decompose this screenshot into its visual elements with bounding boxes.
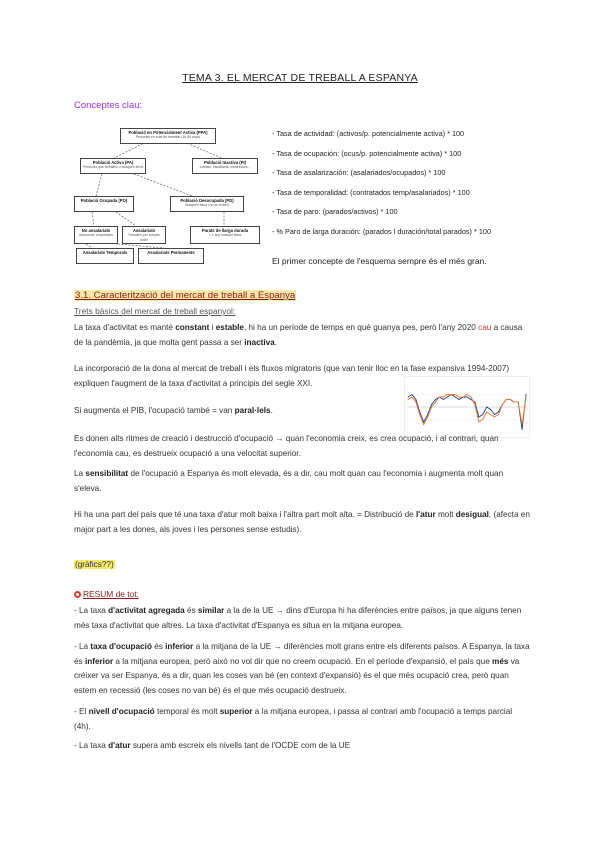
bold-text: similar	[197, 606, 225, 615]
text: - La taxa	[74, 606, 109, 615]
section-heading: 3.1. Caracterització del mercat de treball a Espanya	[75, 290, 296, 301]
chart-point-pib	[474, 402, 475, 403]
box-label: Població en Potencialment Activa (PPA)	[128, 130, 208, 135]
text: - La taxa	[74, 741, 109, 750]
chart-point-ocupació	[474, 404, 475, 405]
bold-text: paral·lels	[234, 406, 271, 415]
box-permanent-salaried	[138, 248, 204, 264]
gdp-employment-chart	[404, 376, 530, 438]
text: - La	[74, 642, 91, 651]
paragraph-pib-parallel	[74, 404, 394, 419]
chart-point-pib	[408, 397, 409, 398]
chart-point-pib	[526, 394, 527, 395]
chart-point-ocupació	[526, 397, 527, 398]
box-unemployed-population	[170, 196, 244, 212]
text: a la mitjana de la UE → diferències molt grans entre els diferents països. A Espanya, la taxa és	[74, 642, 530, 666]
text: molt	[435, 510, 456, 519]
summary-item-activity	[74, 604, 530, 633]
chart-point-ocupació	[510, 399, 511, 400]
box-sublabel: Jubilats, estudiants, mestresses...	[199, 165, 251, 169]
chart-point-ocupació	[451, 394, 452, 395]
labor-population-diagram	[74, 122, 264, 268]
box-sublabel: Busquen feina i no en troben	[185, 203, 229, 207]
text: .	[270, 406, 273, 415]
graphs-note: (gràfics??)	[75, 560, 114, 569]
text: , hi ha un període de temps en què guanya pes, però l'any 2020	[243, 323, 479, 332]
chart-point-pib	[427, 414, 428, 415]
text: a causa de la pandèmia, ja que molta gent passa a ser	[74, 323, 523, 347]
box-label: Parats de llarga durada	[201, 228, 249, 233]
box-label: Població Activa (PA)	[92, 160, 134, 165]
text: va créixer va ser Espanya, és a dir, quan les coses van bé (en context d'expansió) és el que més ocupació crea, però quan estem en recessió (les coses no van bé) és el que més ocupació destrueix.	[74, 656, 520, 695]
chart-point-ocupació	[447, 394, 448, 395]
bold-text: desigual	[455, 510, 489, 519]
text: supera amb escreix els nivells tant de l'OCDE com de la UE	[130, 741, 351, 750]
chart-point-pib	[455, 397, 456, 398]
rate-temporality: - Tasa de temporalidad: (contratados temp/asalariados) * 100	[272, 187, 470, 197]
chart-point-pib	[411, 394, 412, 395]
chart-point-pib	[482, 414, 483, 415]
chart-point-ocupació	[522, 424, 523, 425]
text: de l'ocupació a Espanya és molt elevada, és a dir, cau molt quan cau l'economia i augmenta molt quan s'eleva.	[74, 469, 504, 493]
chart-point-pib	[459, 399, 460, 400]
bold-text: nivell d'ocupació	[88, 707, 155, 716]
box-long-term-unemployed	[190, 226, 260, 244]
chart-point-pib	[470, 399, 471, 400]
chart-point-ocupació	[411, 397, 412, 398]
section-subheading: Trets bàsics del mercat de treball espanyol:	[74, 306, 236, 316]
rate-salarization: - Tasa de asalarización: (asalariados/ocupados) * 100	[272, 168, 446, 177]
chart-point-ocupació	[435, 402, 436, 403]
summary-item-temporary	[74, 705, 530, 734]
text: és	[151, 642, 166, 651]
chart-point-ocupació	[490, 414, 491, 415]
box-inactive-population	[192, 158, 258, 174]
chart-point-ocupació	[518, 402, 519, 403]
chart-point-ocupació	[439, 397, 440, 398]
summary-item-unemployment	[74, 739, 530, 754]
text: és	[184, 606, 198, 615]
box-sublabel: Persones en edat de treballar (16-65 anys)	[135, 135, 201, 139]
box-employed-population	[74, 196, 134, 212]
rate-unemployment: - Tasa de paro: (parados/activos) * 100	[272, 207, 398, 216]
chart-point-ocupació	[482, 419, 483, 420]
chart-point-pib	[435, 399, 436, 400]
chart-point-pib	[443, 399, 444, 400]
chart-point-pib	[431, 404, 432, 405]
paragraph-activity-rate	[74, 321, 530, 350]
box-label: Assalariats Permanents	[147, 250, 195, 255]
text: a la mitjana europea, però això no vol dir que no creem ocupació. En el període d'expansió, el país que	[113, 656, 493, 666]
chart-point-ocupació	[455, 394, 456, 395]
text: . (afecta en major part a les dones, als joves i les persones sense estudis).	[74, 510, 530, 534]
bold-text: inferior	[84, 656, 114, 666]
bold-text: superior	[219, 707, 253, 716]
chart-point-ocupació	[443, 397, 444, 398]
paragraph-creation-destruction	[74, 432, 530, 461]
chart-point-ocupació	[408, 399, 409, 400]
chart-point-pib	[415, 399, 416, 400]
box-label: Població Inactiva (PI)	[203, 160, 247, 165]
box-potential-active-population	[120, 128, 216, 144]
chart-point-ocupació	[478, 422, 479, 423]
chart-point-pib	[490, 409, 491, 410]
text: Si augmenta el PIB, l'ocupació també = van	[74, 406, 235, 415]
chart-point-ocupació	[459, 397, 460, 398]
text: La taxa d'activitat es manté	[74, 323, 176, 332]
chart-point-ocupació	[427, 417, 428, 418]
chart-point-ocupació	[486, 412, 487, 413]
text: La	[74, 469, 86, 478]
box-sublabel: > 1 any buscant feina	[208, 233, 242, 237]
chart-point-pib	[498, 412, 499, 413]
chart-point-pib	[447, 397, 448, 398]
paragraph-unemployment-distribution	[74, 508, 530, 537]
box-temporary-salaried	[76, 248, 134, 264]
box-label: Assalariats Temporals	[82, 250, 128, 255]
box-sublabel: Autònoms, empresaris	[79, 233, 113, 237]
chart-point-ocupació	[415, 402, 416, 403]
text: - El	[74, 707, 89, 716]
chart-point-ocupació	[431, 407, 432, 408]
box-self-employed	[74, 226, 118, 244]
chart-point-ocupació	[463, 397, 464, 398]
text: i	[209, 323, 216, 332]
chart-point-pib	[486, 407, 487, 408]
text: La incorporació de la dona al mercat de treball i els fluxos migratoris (que van tenir lloc en la fase expansiva 1994-2007) expliquen l'augment de la taxa d'activitat a principis del segle XXI.	[74, 364, 510, 388]
graphs-note-line	[74, 558, 530, 573]
chart-point-ocupació	[423, 424, 424, 425]
chart-point-pib	[494, 414, 495, 415]
box-sublabel: Persones que treballen o busquen feina	[83, 165, 143, 169]
chart-point-ocupació	[506, 399, 507, 400]
box-label: Població Desocupada (PD)	[180, 198, 234, 203]
red-text: cau	[478, 323, 492, 332]
box-label: Població Ocupada (PO)	[80, 198, 128, 203]
bold-text: sensibilitat	[85, 469, 129, 478]
bold-text: inferior	[165, 642, 194, 651]
summary-item-occupation	[74, 640, 530, 698]
rate-long-term-unemployment: - % Paro de larga duración: (parados l duración/total parados) * 100	[272, 226, 492, 236]
text: a la de la UE → dins d'Europa hi ha diferències entre països, ja que alguns tenen més taxa d'activitat que altres. La taxa d'activitat d'Espanya es situa en la mitjana europea.	[74, 606, 522, 630]
bold-text: constant	[175, 323, 210, 332]
text: temporal és molt	[154, 707, 220, 716]
rate-activity: - Tasa de actividad: (activos/p. potencialmente activa) * 100	[272, 129, 465, 138]
chart-point-ocupació	[467, 394, 468, 395]
box-label: No assalariats	[81, 228, 111, 233]
text: Hi ha una part del país que té una taxa d'atur molt baixa i l'altra part molt alta. = Distribució de	[74, 510, 416, 519]
chart-point-ocupació	[470, 397, 471, 398]
text: Es donen alts ritmes de creació i destrucció d'ocupació → quan l'economia creix, es crea ocupació, i al contrari, quan l'economia cau, es destrueix ocupació a una velocitat superior.	[74, 434, 499, 458]
text: a la mitjana europea, i passa al contrari amb l'ocupació a temps parcial (4h).	[74, 707, 513, 731]
box-sublabel: Treballen per compte d'altri	[128, 233, 160, 242]
chart-point-pib	[467, 397, 468, 398]
bold-text: més	[492, 656, 509, 666]
text: .	[274, 337, 278, 347]
chart-point-ocupació	[514, 402, 515, 403]
bold-text: l'atur	[415, 510, 436, 519]
chart-point-ocupació	[498, 414, 499, 415]
bold-text: taxa d'ocupació	[90, 642, 152, 651]
chart-point-pib	[423, 422, 424, 423]
rate-formulas-list	[272, 128, 491, 245]
chart-point-pib	[478, 417, 479, 418]
chart-point-ocupació	[494, 417, 495, 418]
summary-heading-text: RESUM de tot:	[83, 589, 139, 599]
paragraph-sensitivity	[74, 467, 530, 496]
document-title: TEMA 3. EL MERCAT DE TREBALL A ESPANYA	[182, 72, 418, 84]
box-active-population	[80, 158, 146, 174]
bold-text: estable	[215, 323, 244, 332]
chart-point-pib	[522, 429, 523, 430]
circle-icon	[74, 591, 81, 598]
biggest-concept-note: El primer concepte de l'esquema sempre és el més gran.	[272, 256, 487, 266]
concepts-heading: Conceptes clau:	[74, 100, 143, 111]
chart-point-ocupació	[419, 414, 420, 415]
box-label: Assalariats	[132, 228, 156, 233]
chart-point-ocupació	[502, 404, 503, 405]
rate-occupation: - Tasa de ocupación: (ocus/p. potencialmente activa) * 100	[272, 148, 462, 158]
bold-text: inactiva	[244, 337, 275, 347]
summary-heading	[74, 589, 139, 599]
bold-text: d'activitat agregada	[108, 606, 185, 615]
bold-text: d'atur	[108, 741, 131, 750]
box-salaried	[122, 226, 166, 244]
